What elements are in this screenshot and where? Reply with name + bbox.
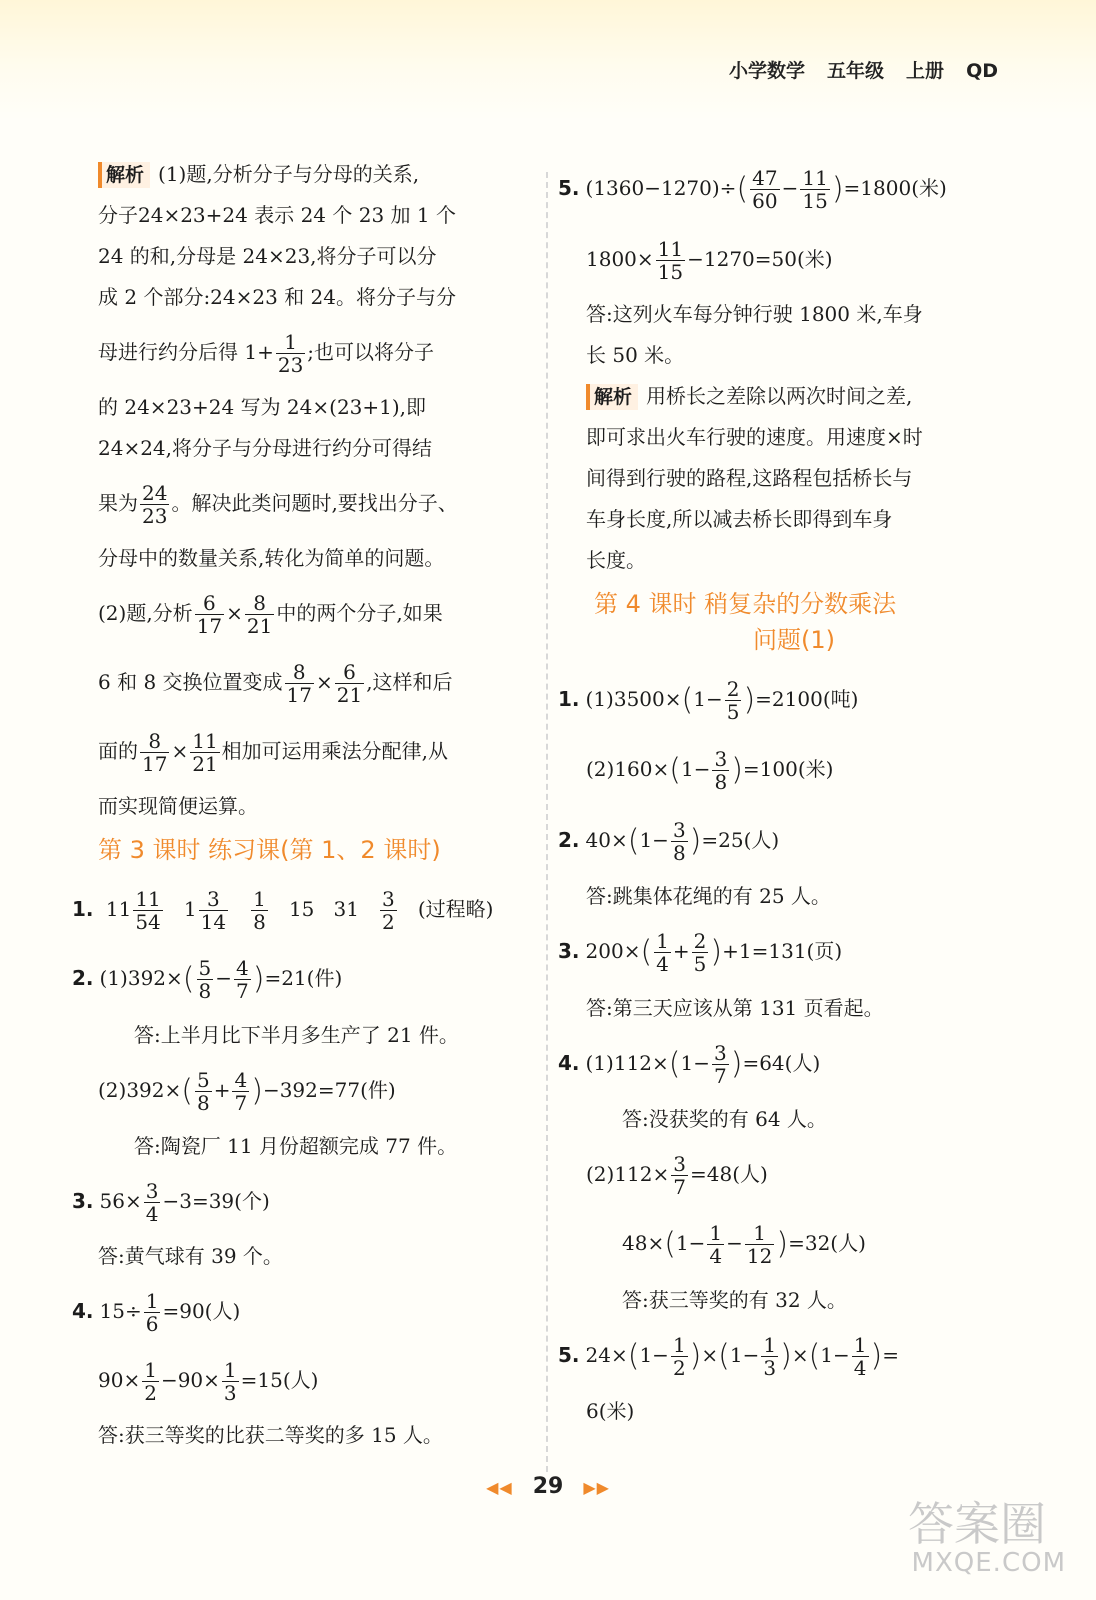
fraction	[232, 1069, 249, 1114]
denominator: 7	[713, 1063, 727, 1088]
fraction	[335, 661, 364, 706]
fraction	[199, 888, 228, 933]
paren: (	[664, 1226, 676, 1262]
r-question-4-part3	[574, 1215, 1014, 1273]
text: (2)160×	[586, 757, 670, 781]
text: =1800(米)	[843, 176, 947, 200]
fraction	[276, 331, 305, 376]
whole: 11	[105, 897, 132, 921]
fraction	[133, 888, 162, 933]
text: 24×	[585, 1342, 628, 1367]
numerator: 3	[714, 747, 728, 771]
denominator: 4	[145, 1202, 159, 1226]
paren: )	[689, 823, 702, 858]
numerator: 11	[192, 729, 218, 753]
analysis-line: 成 2 个部分:24×23 和 24。将分子与分	[98, 285, 456, 309]
answer-line: 答:跳集体花绳的有 25 人。	[586, 884, 831, 908]
paren: )	[870, 1338, 883, 1373]
watermark-logo	[886, 1488, 1066, 1588]
question-number: 3.	[558, 939, 580, 963]
text: 1−	[693, 686, 723, 711]
text: (1360−1270)÷	[585, 176, 737, 200]
answer-line: 答:第三天应该从第 131 页看起。	[586, 995, 884, 1020]
denominator: 6	[145, 1312, 159, 1336]
answer-value: 31	[333, 897, 359, 921]
denominator: 2	[382, 910, 395, 934]
text: (1)392×	[99, 966, 183, 990]
numerator: 11	[802, 166, 828, 190]
numerator: 1	[276, 331, 305, 354]
numerator: 1	[145, 1289, 159, 1313]
numerator: 11	[657, 236, 684, 261]
denominator: 5	[726, 699, 740, 724]
fraction	[671, 1334, 688, 1379]
fraction	[750, 167, 779, 212]
watermark-text: 答案圈	[908, 1497, 1046, 1551]
fraction	[800, 167, 829, 212]
numerator: 1	[709, 1221, 723, 1245]
numerator: 1	[853, 1332, 867, 1357]
analysis-tag: 解析	[586, 384, 638, 410]
r-question-4-part2	[574, 1146, 1014, 1202]
fraction	[712, 748, 729, 793]
analysis-line: 即可求出火车行驶的速度。用速度×时	[586, 424, 923, 449]
text: +1=131(页)	[722, 939, 843, 963]
numerator: 1	[253, 887, 266, 911]
denominator: 15	[657, 259, 684, 284]
fraction	[725, 678, 742, 723]
r-question-1-part1	[558, 671, 1014, 729]
operator: ×	[791, 1342, 809, 1367]
text: =21(件)	[264, 966, 343, 990]
numerator: 6	[335, 661, 364, 684]
fraction	[656, 238, 685, 283]
numerator: 4	[234, 1067, 248, 1092]
text: 中的两个分子,如果	[276, 601, 443, 625]
text: 1−	[820, 1342, 850, 1367]
paren: )	[689, 1338, 702, 1373]
denominator: 2	[144, 1381, 157, 1405]
numerator: 8	[140, 730, 169, 753]
denominator: 7	[236, 979, 249, 1003]
paren: (	[182, 961, 195, 997]
operator: ×	[226, 601, 243, 625]
analysis-line	[98, 160, 518, 188]
operator: ×	[315, 670, 333, 694]
numerator: 3	[199, 888, 228, 911]
next-page-arrows-icon: ▶▶	[583, 1478, 610, 1497]
numerator: 4	[236, 956, 249, 980]
fraction	[195, 592, 224, 637]
paren: (	[681, 682, 694, 717]
text: =90(人)	[162, 1299, 241, 1323]
left-column	[72, 160, 518, 1462]
question-number: 1.	[558, 686, 580, 711]
denominator: 17	[286, 683, 312, 707]
question-number: 4.	[558, 1050, 580, 1075]
answer-line: 6(米)	[586, 1399, 635, 1423]
operator: −	[215, 966, 232, 990]
note: (过程略)	[417, 897, 494, 921]
text: 1−	[729, 1342, 760, 1367]
fraction	[251, 888, 268, 933]
text: =25(人)	[701, 827, 780, 852]
text: 果为	[98, 491, 138, 515]
header-term: 上册	[906, 60, 945, 82]
numerator: 3	[672, 817, 686, 842]
text: −3=39(个)	[162, 1189, 270, 1213]
question-number: 5.	[558, 1342, 580, 1367]
numerator: 2	[726, 676, 740, 701]
paren: (	[808, 1338, 821, 1373]
r-question-1-part2	[574, 741, 1014, 799]
text: −392=77(件)	[262, 1077, 396, 1102]
denominator: 54	[135, 910, 161, 934]
text: 1−	[680, 757, 711, 781]
numerator: 3	[382, 887, 395, 911]
numerator: 1	[672, 1332, 686, 1357]
denominator: 3	[763, 1355, 777, 1380]
text: 40×	[585, 827, 628, 852]
denominator: 23	[277, 353, 304, 377]
denominator: 17	[142, 752, 168, 776]
text: 1−	[680, 1050, 710, 1075]
section-title-lesson4: 第 4 课时 稍复杂的分数乘法	[594, 589, 897, 618]
header-edition: QD	[966, 60, 998, 82]
analysis-line	[574, 382, 1014, 410]
column-divider	[546, 172, 548, 1472]
fraction	[380, 888, 397, 933]
fraction	[245, 592, 274, 637]
fraction	[852, 1334, 869, 1379]
question-2-part1	[72, 950, 518, 1008]
text: 1−	[639, 827, 669, 852]
fraction	[142, 1359, 159, 1404]
question-number: 2.	[558, 827, 580, 852]
paren: )	[731, 752, 743, 788]
denominator: 21	[192, 752, 218, 776]
question-5-step2	[574, 231, 1014, 287]
numerator: 3	[673, 1152, 686, 1176]
text: (2)112×	[586, 1162, 670, 1186]
denominator: 7	[673, 1175, 686, 1199]
numerator: 11	[135, 887, 161, 911]
question-2-part2	[98, 1062, 518, 1120]
answer-value: 15	[288, 897, 315, 921]
numerator: 6	[195, 592, 224, 615]
answer-line: 答:没获奖的有 64 人。	[622, 1107, 827, 1131]
text: (2)题,分析	[98, 601, 193, 625]
paren: (	[627, 823, 640, 858]
analysis-line: 24 的和,分母是 24×23,将分子可以分	[98, 244, 437, 268]
text: 6 和 8 交换位置变成	[98, 670, 283, 694]
question-number: 1.	[72, 897, 94, 921]
paren: )	[776, 1226, 789, 1262]
text: 15÷	[99, 1299, 142, 1323]
paren: (	[736, 171, 749, 207]
fraction	[654, 930, 671, 975]
analysis-tag: 解析	[98, 162, 150, 188]
fraction	[222, 1359, 239, 1404]
page-number: 29	[532, 1474, 564, 1499]
denominator: 7	[234, 1090, 248, 1115]
numerator: 24	[142, 481, 168, 505]
analysis-line: 而实现简便运算。	[98, 794, 258, 818]
page-header	[707, 56, 998, 83]
denominator: 15	[802, 189, 828, 213]
text: 1−	[675, 1231, 706, 1255]
text: −90×	[160, 1368, 220, 1392]
fraction	[761, 1334, 778, 1379]
numerator: 5	[196, 1067, 210, 1092]
text: 1−	[639, 1342, 669, 1367]
whole: 1	[183, 897, 197, 921]
text: 56×	[99, 1189, 142, 1213]
analysis-line	[98, 475, 518, 531]
paren: (	[668, 1046, 681, 1081]
analysis-line: 车身长度,所以减去桥长即得到车身	[586, 506, 893, 531]
fraction	[671, 1153, 688, 1198]
fraction	[144, 1180, 161, 1225]
text: 200×	[585, 939, 641, 963]
operator: ×	[171, 739, 189, 763]
text: =100(米)	[742, 757, 834, 781]
denominator: 12	[746, 1244, 773, 1268]
denominator: 17	[196, 614, 223, 638]
r-question-5	[558, 1327, 1014, 1385]
operator: −	[781, 176, 799, 200]
question-4	[72, 1283, 518, 1339]
answer-line: 答:这列火车每分钟行驶 1800 米,车身	[586, 301, 923, 326]
question-3	[72, 1173, 518, 1229]
operator: ×	[701, 1342, 719, 1367]
denominator: 23	[142, 504, 168, 528]
numerator: 3	[145, 1179, 159, 1203]
analysis-text: 用桥长之差除以两次时间之差,	[646, 383, 913, 408]
fraction	[190, 730, 219, 775]
paren: )	[743, 682, 756, 717]
r-question-3	[558, 923, 1014, 981]
analysis-line	[98, 585, 518, 641]
text: =	[882, 1342, 899, 1367]
denominator: 5	[693, 952, 707, 976]
fraction	[707, 1222, 724, 1267]
analysis-line: 分子24×23+24 表示 24 个 23 加 1 个	[98, 203, 456, 227]
analysis-line	[98, 654, 518, 710]
fraction	[144, 1290, 161, 1335]
paren: (	[181, 1073, 193, 1108]
text: =64(人)	[742, 1050, 821, 1075]
header-subject: 小学数学	[729, 60, 806, 82]
fraction	[140, 482, 169, 527]
analysis-line: 分母中的数量关系,转化为简单的问题。	[98, 546, 445, 570]
denominator: 4	[709, 1244, 723, 1268]
answer-line: 答:上半月比下半月多生产了 21 件。	[134, 1022, 459, 1047]
question-number: 5.	[558, 176, 580, 200]
paren: (	[718, 1338, 730, 1373]
numerator: 1	[656, 929, 669, 953]
numerator: 5	[198, 956, 212, 980]
header-grade: 五年级	[827, 60, 885, 82]
right-column	[558, 160, 1014, 1438]
denominator: 8	[196, 1090, 210, 1115]
fraction	[140, 730, 169, 775]
paren: )	[251, 1073, 263, 1108]
numerator: 2	[693, 929, 707, 953]
paren: (	[669, 752, 681, 788]
prev-page-arrows-icon: ◀◀	[486, 1478, 513, 1497]
numerator: 3	[713, 1040, 727, 1065]
denominator: 4	[853, 1355, 867, 1380]
denominator: 3	[223, 1381, 237, 1405]
paren: )	[730, 1046, 743, 1081]
question-5	[558, 160, 1014, 218]
denominator: 60	[752, 189, 778, 213]
operator: −	[726, 1231, 743, 1255]
text: 相加可运用乘法分配律,从	[221, 739, 449, 763]
numerator: 1	[745, 1222, 774, 1245]
answer-line: 答:陶瓷厂 11 月份超额完成 77 件。	[134, 1134, 458, 1158]
denominator: 8	[198, 979, 212, 1003]
analysis-line	[98, 723, 518, 779]
denominator: 21	[246, 614, 273, 638]
fraction	[195, 1069, 212, 1114]
analysis-line: 24×24,将分子与分母进行约分可得结	[98, 436, 433, 460]
fraction	[712, 1042, 729, 1087]
text: (1)112×	[585, 1050, 669, 1075]
fraction	[671, 819, 688, 864]
paren: )	[780, 1338, 792, 1373]
denominator: 21	[336, 683, 363, 707]
text: 90×	[98, 1368, 141, 1392]
text: =48(人)	[690, 1162, 768, 1186]
watermark-url: MXQE.COM	[911, 1548, 1066, 1578]
text: (1)3500×	[585, 686, 682, 711]
text: 。解决此类问题时,要找出分子、	[171, 491, 458, 515]
text: 母进行约分后得 1+	[98, 340, 274, 364]
denominator: 8	[672, 840, 686, 865]
text: ;也可以将分子	[307, 340, 435, 364]
numerator: 8	[285, 661, 314, 684]
r-question-4-part1	[558, 1035, 1014, 1093]
text: =15(人)	[240, 1368, 319, 1392]
fraction	[692, 930, 709, 975]
denominator: 8	[714, 770, 728, 794]
question-number: 2.	[72, 966, 94, 990]
numerator: 1	[763, 1332, 777, 1357]
denominator: 8	[253, 910, 266, 934]
question-4-step2	[98, 1352, 518, 1408]
operator: +	[213, 1077, 231, 1102]
fraction	[285, 661, 314, 706]
text: 48×	[622, 1231, 665, 1255]
text: ,这样和后	[366, 670, 453, 694]
analysis-line: 的 24×23+24 写为 24×(23+1),即	[98, 395, 427, 419]
paren: (	[640, 934, 653, 970]
answer-line: 答:黄气球有 39 个。	[98, 1244, 283, 1268]
question-number: 3.	[72, 1189, 94, 1213]
denominator: 4	[656, 952, 669, 976]
text: =32(人)	[788, 1231, 866, 1255]
fraction	[197, 957, 214, 1002]
question-number: 4.	[72, 1299, 94, 1323]
paren: (	[627, 1338, 640, 1373]
numerator: 1	[144, 1358, 157, 1382]
text: (2)392×	[98, 1077, 182, 1102]
numerator: 1	[223, 1358, 237, 1382]
text: 面的	[98, 739, 138, 763]
denominator: 2	[672, 1355, 686, 1380]
denominator: 14	[200, 910, 227, 934]
fraction	[234, 957, 251, 1002]
answer-line: 长 50 米。	[586, 342, 685, 367]
paren: )	[831, 171, 844, 207]
text: −1270=50(米)	[687, 246, 833, 271]
answer-line: 答:获三等奖的比获二等奖的多 15 人。	[98, 1423, 443, 1447]
paren: )	[252, 961, 265, 997]
numerator: 8	[245, 592, 274, 615]
operator: +	[672, 939, 690, 963]
fraction	[745, 1222, 774, 1267]
text: =2100(吨)	[755, 686, 859, 711]
section-title-lesson4-cont: 问题(1)	[753, 625, 835, 654]
r-question-2	[558, 812, 1014, 870]
analysis-line	[98, 324, 518, 380]
numerator: 47	[752, 166, 778, 190]
answer-line: 答:获三等奖的有 32 人。	[622, 1287, 847, 1312]
paren: )	[710, 934, 723, 970]
analysis-text: (1)题,分析分子与分母的关系,	[158, 162, 420, 186]
text: 1800×	[586, 246, 654, 271]
question-1	[72, 881, 518, 937]
analysis-line: 间得到行驶的路程,这路程包括桥长与	[586, 465, 913, 490]
section-title-lesson3: 第 3 课时 练习课(第 1、2 课时)	[98, 836, 441, 864]
analysis-line: 长度。	[586, 547, 646, 572]
